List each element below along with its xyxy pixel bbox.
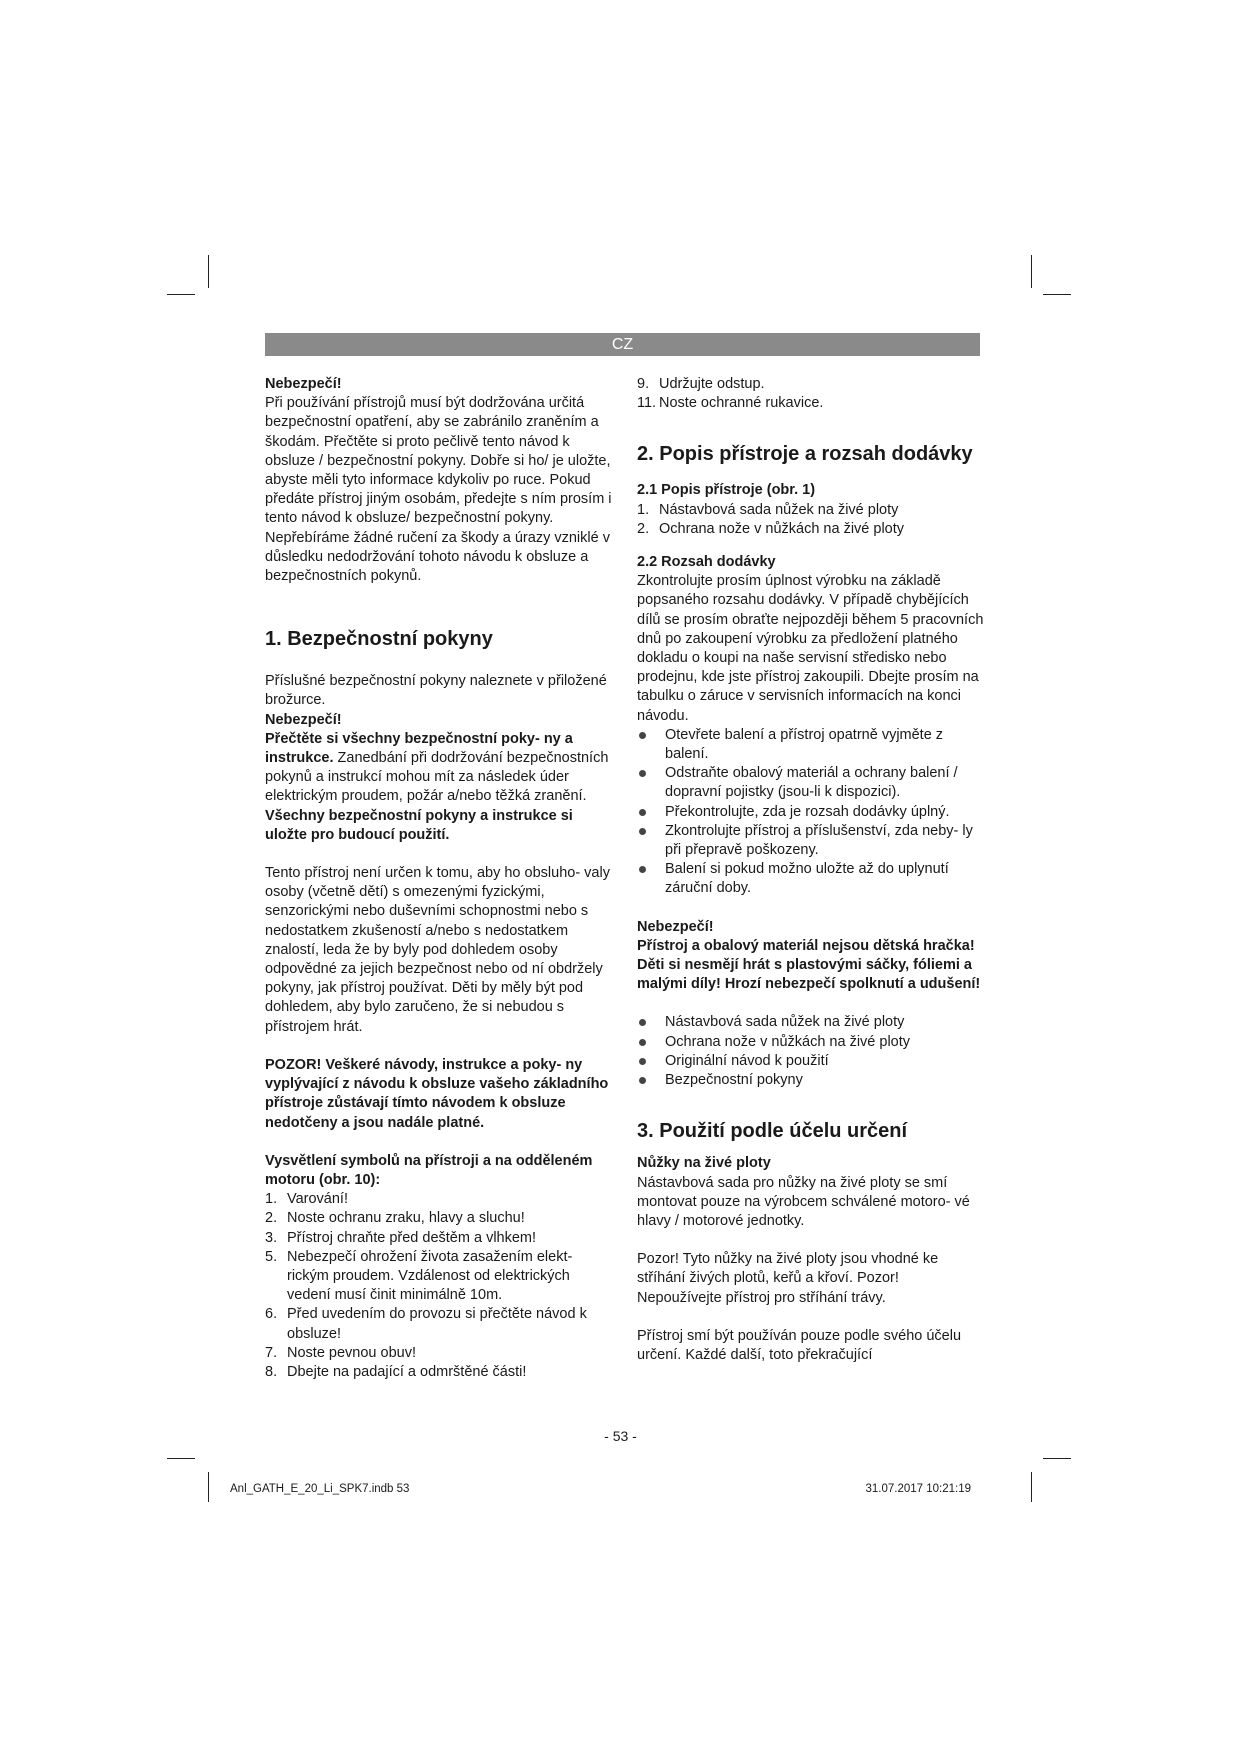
safety-warning-bold-2: Všechny bezpečnostní pokyny a instrukce si uložte pro budoucí použití. (265, 807, 573, 843)
list-item-text: Noste ochranu zraku, hlavy a sluchu! (287, 1210, 525, 1227)
list-item-text: Nástavbová sada nůžek na živé ploty (659, 501, 899, 518)
list-item (637, 520, 987, 539)
page-number: - 53 - (604, 1428, 637, 1444)
list-item (265, 1305, 615, 1343)
list-item-text: Udržujte odstup. (659, 376, 765, 392)
list-item-text: Nebezpečí ohrožení života zasažením elekt- rickým proudem. Vzdálenost od elektrických vedení musí činit minimálně 10m. (287, 1248, 573, 1304)
crop-mark (208, 255, 209, 288)
list-item (265, 1229, 615, 1248)
section-heading-description: 2. Popis přístroje a rozsah dodávky (637, 443, 973, 466)
list-item-number: 2. (265, 1210, 278, 1227)
list-item (265, 1344, 615, 1363)
children-notice: Tento přístroj není určen k tomu, aby ho obsluho- valy osoby (včetně dětí) s omezenými fyzickými, senzorickými nebo duševními schopnostmi nebo s nedostatkem zkušeností a/nebo s nedostatkem znalostí, leda že by byly pod dohledem osoby odpovědné za jejich bezpečnost nebo od ní obdržely pokyny, jak přístroj používat. Děti by měly být pod dohledem, aby bylo zaručeno, že si nebudou s přístrojem hrát. (265, 865, 610, 1035)
list-item (637, 394, 987, 413)
list-item (637, 375, 987, 394)
list-item-text: Před uvedením do provozu si přečtěte návod k obsluze! (287, 1306, 587, 1342)
symbols-list (265, 1190, 615, 1382)
bullet-item: Zkontrolujte přístroj a příslušenství, zda neby- ly při přepravě poškozeny. (637, 822, 987, 860)
list-item-text: Přístroj chraňte před deštěm a vlhkem! (287, 1229, 537, 1246)
list-item (265, 1248, 615, 1306)
list-item-number: 5. (265, 1248, 278, 1265)
bullet-item: Balení si pokud možno uložte až do uplynutí záruční doby. (637, 860, 987, 898)
safety-warning (265, 730, 615, 845)
crop-mark (167, 294, 195, 295)
subheading-hedge-trimmer: Nůžky na živé ploty (637, 1155, 771, 1172)
subheading-description: 2.1 Popis přístroje (obr. 1) (637, 482, 816, 499)
crop-mark (1043, 1458, 1071, 1459)
list-item-text: Noste ochranné rukavice. (659, 395, 824, 412)
use-text-2: Pozor! Tyto nůžky na živé ploty jsou vhodné ke stříhání živých plotů, keřů a křoví. Pozor! Nepoužívejte přístroj pro stříhání trávy. (637, 1251, 939, 1306)
use-text-3: Přístroj smí být používán pouze podle svého účelu určení. Každé další, toto překračující (637, 1327, 962, 1363)
bullet-item: Originální návod k použití (637, 1052, 987, 1071)
bullet-item: Otevřete balení a přístroj opatrně vyjměte z balení. (637, 726, 987, 764)
list-item (265, 1363, 615, 1382)
crop-mark (1031, 1472, 1032, 1502)
list-item (637, 501, 987, 520)
list-item (265, 1190, 615, 1209)
list-item-number: 6. (265, 1306, 278, 1323)
warning-title: Nebezpečí! (637, 918, 714, 935)
list-item-text: Noste pevnou obuv! (287, 1344, 416, 1361)
use-text-1: Nástavbová sada pro nůžky na živé ploty se smí montovat pouze na výrobcem schválené motoro- vé hlavy / motorové jednotky. (637, 1174, 970, 1229)
symbols-title: Vysvětlení symbolů na přístroji a na odděleném motoru (obr. 10): (265, 1152, 593, 1188)
warning-text-children: Přístroj a obalový materiál nejsou dětská hračka! Děti si nesmějí hrát s plastovými sáčky, fóliemi a malými díly! Hrozí nebezpečí spolknutí a udušení! (637, 937, 981, 993)
list-item-number: 9. (637, 376, 650, 392)
right-column (637, 375, 987, 1384)
list-item-number: 1. (265, 1191, 278, 1208)
list-item (265, 1209, 615, 1228)
safety-warning-bold: Přečtěte si všechny bezpečnostní poky- ny a instrukce. (265, 730, 573, 767)
bullet-item: Nástavbová sada nůžek na živé ploty (637, 1013, 987, 1032)
list-item-text: Ochrana nože v nůžkách na živé ploty (659, 520, 905, 537)
safety-intro: Příslušné bezpečnostní pokyny naleznete v přiložené brožurce. (265, 673, 607, 709)
bullet-item: Ochrana nože v nůžkách na živé ploty (637, 1033, 987, 1052)
crop-mark (1031, 255, 1032, 288)
footer-filename: Anl_GATH_E_20_Li_SPK7.indb 53 (230, 1483, 410, 1495)
left-column (265, 375, 615, 1382)
bullet-item: Překontrolujte, zda je rozsah dodávky úplný. (637, 803, 987, 822)
list-item-number: 3. (265, 1229, 278, 1246)
scope-bullets (637, 726, 987, 899)
bullet-item: Odstraňte obalový materiál a ochrany balení / dopravní pojistky (jsou-li k dispozici). (637, 764, 987, 802)
bullet-item: Bezpečnostní pokyny (637, 1071, 987, 1090)
language-header-bar: CZ (265, 333, 980, 356)
pozor-notice: POZOR! Veškeré návody, instrukce a poky- ny vyplývající z návodu k obsluze vašeho základního přístroje zůstávají tímto návodem k obsluze nedotčeny a jsou nadále platné. (265, 1056, 609, 1131)
symbols-list-continued (637, 375, 987, 413)
warning-title: Nebezpečí! (265, 711, 342, 728)
delivery-items-list (637, 1013, 987, 1090)
list-item-number: 11. (637, 395, 657, 412)
warning-text: Při používání přístrojů musí být dodržována určitá bezpečnostní opatření, aby se zabránilo zraněním a škodám. Přečtěte si proto pečlivě tento návod k obsluze / bezpečnostní pokyny. Dobře si ho/ je uložte, abyste měli tyto informace kdykoliv po ruce. Pokud předáte přístroj jiným osobám, předejte s ním prosím i tento návod k obsluze/ bezpečnostní pokyny. Nepřebíráme žádné ručení za škody a úrazy vzniklé v důsledku nedodržování tohoto návodu k obsluze a bezpečnostních pokynů. (265, 395, 612, 585)
list-item-number: 8. (265, 1363, 278, 1380)
footer-datetime: 31.07.2017 10:21:19 (865, 1483, 971, 1495)
crop-mark (167, 1458, 195, 1459)
device-parts-list (637, 501, 987, 539)
safety-warning-text: Zanedbání při dodržování bezpečnostních pokynů a instrukcí mohou mít za následek úder elektrickým proudem, požár a/nebo těžká zranění. (265, 750, 609, 805)
crop-mark (1043, 294, 1071, 295)
list-item-number: 7. (265, 1344, 278, 1361)
section-heading-intended-use: 3. Použití podle účelu určení (637, 1120, 908, 1143)
warning-title: Nebezpečí! (265, 376, 342, 392)
list-item-text: Varování! (287, 1191, 348, 1208)
subheading-scope: 2.2 Rozsah dodávky (637, 554, 776, 571)
crop-mark (208, 1472, 209, 1502)
list-item-number: 2. (637, 520, 650, 537)
list-item-number: 1. (637, 501, 650, 518)
list-item-text: Dbejte na padající a odmrštěné části! (287, 1363, 527, 1380)
section-heading-safety: 1. Bezpečnostní pokyny (265, 628, 493, 651)
scope-text: Zkontrolujte prosím úplnost výrobku na základě popsaného rozsahu dodávky. V případě chybějících dílů se prosím obraťte nejpozději během 5 pracovních dnů po zakoupení výrobku za předložení platného dokladu o koupi na naše servisní středisko nebo prodejnu, kde jste přístroj zakoupili. Dbejte prosím na tabulku o záruce v servisních informacích na konci návodu. (637, 573, 984, 724)
